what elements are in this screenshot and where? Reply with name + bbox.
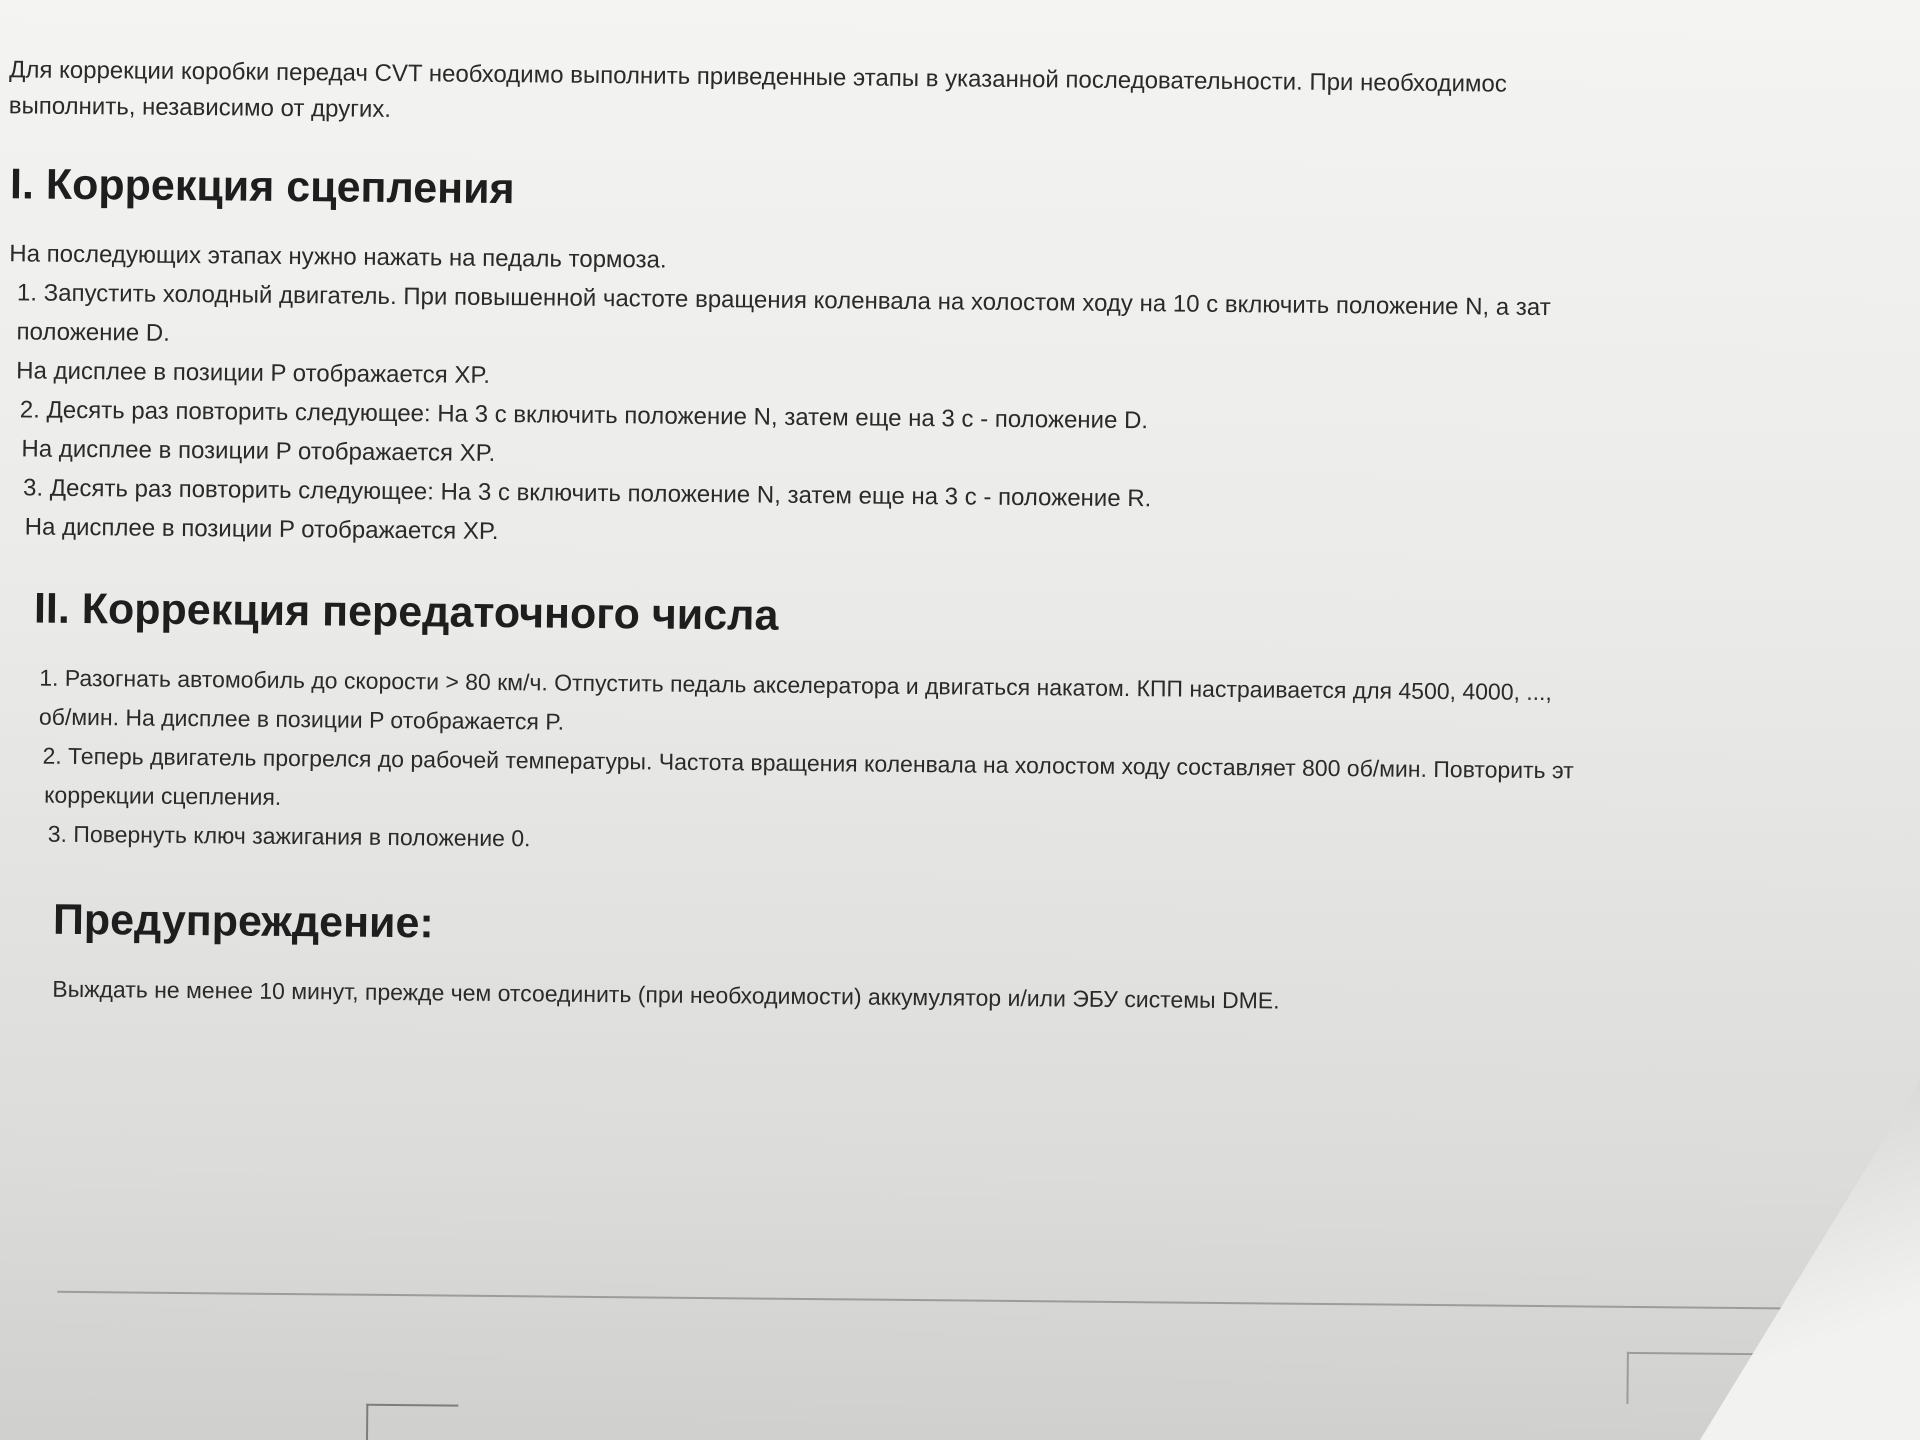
intro-line-1: Для коррекции коробки передач CVT необходимо выполнить приведенные этапы в указанной последовательности. При необходимос [9,56,1507,98]
section-2-step-1-line-1: 1. Разогнать автомобиль до скорости > 80 км/ч. Отпустить педаль акселератора и двигаться накатом. КПП настраивается для 4500, 4000, ..., [39,664,1553,706]
section-2-step-2-line-1: 2. Теперь двигатель прогрелся до рабочей температуры. Частота вращения коленвала на холостом ходу составляет 800 об/мин. Повторить эт [42,742,1574,784]
section-1-step-2-line-2: На дисплее в позиции P отображается XP. [21,435,496,467]
section-1-step-3-line-2: На дисплее в позиции P отображается XP. [24,513,499,546]
warning-title: Предупреждение: [52,895,434,948]
intro-line-2: выполнить, независимо от других. [8,92,392,123]
document-body [0,52,1879,1026]
warning-text: Выждать не менее 10 минут, прежде чем отсоединить (при необходимости) аккумулятор и/или ЭБУ системы DME. [52,975,1280,1014]
section-1-step-3-line-1: 3. Десять раз повторить следующее: На 3 с включить положение N, затем еще на 3 с - положение R. [22,474,1152,513]
section-2-title: II. Коррекция передаточного числа [33,584,779,640]
section-2-step-2-line-2: коррекции сцепления. [44,781,282,810]
section-1-step-1-line-3: На дисплее в позиции P отображается XP. [16,357,491,389]
section-1-step-1-line-2: положение D. [16,318,170,347]
section-gear-ratio-correction [32,583,1875,872]
section-clutch-correction [7,158,1879,564]
page-bottom-rule [57,1291,1837,1310]
section-1-title: I. Коррекция сцепления [9,160,515,214]
section-1-note: На последующих этапах нужно нажать на педаль тормоза. [9,240,667,274]
section-1-step-2-line-1: 2. Десять раз повторить следующее: На 3 с включить положение N, затем еще на 3 с - положение D. [19,396,1149,435]
intro-paragraph [9,52,1880,142]
warning-section [52,894,1871,1026]
section-2-step-3: 3. Повернуть ключ зажигания в положение 0. [47,820,531,852]
next-page-frame [366,1404,458,1440]
section-2-step-1-line-2: об/мин. На дисплее в позиции P отображается P. [38,703,565,735]
section-1-step-1-line-1: 1. Запустить холодный двигатель. При повышенной частоте вращения коленвала на холостом ходу на 10 с включить положение N, а зат [16,279,1551,322]
